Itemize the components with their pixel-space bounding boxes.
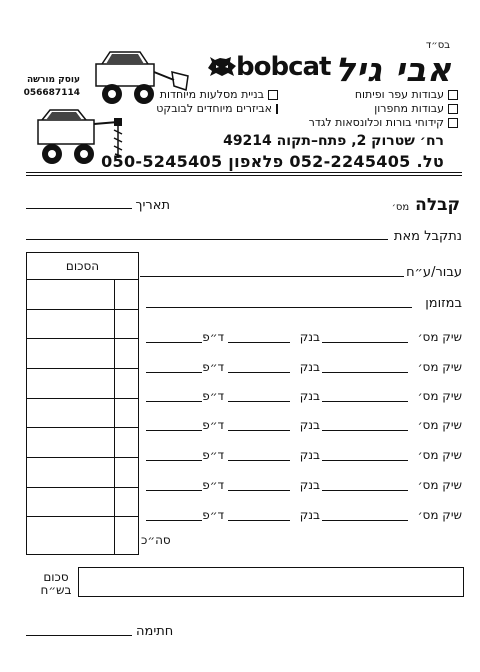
check-no-field[interactable] xyxy=(322,401,408,402)
date-label: תאריך xyxy=(135,198,170,213)
checkbox[interactable] xyxy=(448,90,458,100)
business-phones: טל. 052-2245405 פלאפון 050-5245405 xyxy=(101,152,444,171)
cash-label: במזומן xyxy=(425,296,462,311)
sum-table-row[interactable] xyxy=(27,309,138,310)
bank-field[interactable] xyxy=(228,490,290,491)
check-no-label: שיק מס׳ xyxy=(417,448,462,462)
header-divider-thin xyxy=(26,175,462,176)
for-label: עבור/ע״ח xyxy=(406,265,462,280)
signature-field[interactable] xyxy=(26,635,132,636)
amount-words-label: סכום בש״ח xyxy=(40,570,72,597)
sum-table-row[interactable] xyxy=(27,516,138,517)
received-from-field[interactable] xyxy=(26,239,388,240)
header-divider xyxy=(26,172,462,173)
bank-field[interactable] xyxy=(228,401,290,402)
sum-table-row[interactable] xyxy=(27,398,138,399)
bank-field[interactable] xyxy=(228,372,290,373)
due-label: ד״פ xyxy=(202,508,224,522)
business-address: רח׳ שטרוק 2, פתח–תקוה 49214 xyxy=(223,133,444,149)
due-field[interactable] xyxy=(146,372,202,373)
check-no-field[interactable] xyxy=(322,520,408,521)
due-label: ד״פ xyxy=(202,360,224,374)
due-field[interactable] xyxy=(146,342,202,343)
due-label: ד״פ xyxy=(202,330,224,344)
bank-label: בנק xyxy=(299,389,320,403)
bank-label: בנק xyxy=(299,418,320,432)
bank-label: בנק xyxy=(299,478,320,492)
check-no-field[interactable] xyxy=(322,342,408,343)
bobcat-animal-logo-icon xyxy=(206,54,238,80)
brand-english-logo: bobcat xyxy=(236,52,331,82)
sum-table xyxy=(26,252,139,555)
check-row xyxy=(146,448,462,464)
check-no-label: שיק מס׳ xyxy=(417,478,462,492)
sum-table-row[interactable] xyxy=(27,457,138,458)
check-no-label: שיק מס׳ xyxy=(417,389,462,403)
sum-table-row[interactable] xyxy=(27,487,138,488)
bank-field[interactable] xyxy=(228,460,290,461)
service-item: עבודות עפר ופיתוח xyxy=(268,88,458,102)
bank-field[interactable] xyxy=(228,430,290,431)
check-row xyxy=(146,360,462,376)
check-no-label: שיק מס׳ xyxy=(417,418,462,432)
bank-field[interactable] xyxy=(228,342,290,343)
due-field[interactable] xyxy=(146,490,202,491)
due-label: ד״פ xyxy=(202,478,224,492)
check-no-field[interactable] xyxy=(322,430,408,431)
due-field[interactable] xyxy=(146,430,202,431)
service-item: אביזרים מיוחדים לבובקט xyxy=(158,102,278,116)
check-no-field[interactable] xyxy=(322,460,408,461)
check-no-label: שיק מס׳ xyxy=(417,360,462,374)
cash-field[interactable] xyxy=(146,307,412,308)
services-list-right xyxy=(268,88,458,130)
sum-table-row[interactable] xyxy=(27,368,138,369)
bank-label: בנק xyxy=(299,508,320,522)
checkbox[interactable] xyxy=(268,90,278,100)
bank-label: בנק xyxy=(299,448,320,462)
signature-label: חתימה xyxy=(136,624,174,639)
sum-table-header: הסכום xyxy=(27,253,138,280)
service-item: קידוחי בורות וכלונסאות לגדר xyxy=(268,116,458,130)
due-label: ד״פ xyxy=(202,389,224,403)
bsd-mark: בס״ד xyxy=(425,40,450,51)
date-field[interactable] xyxy=(26,208,132,209)
bank-label: בנק xyxy=(299,360,320,374)
amount-in-words-field[interactable] xyxy=(78,567,464,597)
dealer-name: עוסק מורשה xyxy=(27,75,80,85)
check-row xyxy=(146,508,462,524)
due-label: ד״פ xyxy=(202,448,224,462)
check-row xyxy=(146,330,462,346)
checkbox[interactable] xyxy=(276,104,278,114)
checkbox[interactable] xyxy=(448,118,458,128)
bank-label: בנק xyxy=(299,330,320,344)
dealer-number: 056687114 xyxy=(23,88,80,98)
due-field[interactable] xyxy=(146,520,202,521)
bank-field[interactable] xyxy=(228,520,290,521)
checkbox[interactable] xyxy=(448,104,458,114)
received-from-label: נתקבל מאת xyxy=(393,229,462,244)
for-field[interactable] xyxy=(140,276,404,277)
dealer-info xyxy=(23,74,80,100)
check-no-field[interactable] xyxy=(322,372,408,373)
services-list-left xyxy=(158,88,278,116)
due-label: ד״פ xyxy=(202,418,224,432)
due-field[interactable] xyxy=(146,401,202,402)
service-item: בניית מסלעות מיוחדות xyxy=(158,88,278,102)
check-no-label: שיק מס׳ xyxy=(417,330,462,344)
check-row xyxy=(146,389,462,405)
check-row xyxy=(146,478,462,494)
service-item: עבודות מחפרון xyxy=(268,102,458,116)
check-no-label: שיק מס׳ xyxy=(417,508,462,522)
receipt-title: קבלה מס׳ xyxy=(391,195,460,215)
total-label: סה״כ xyxy=(141,533,171,547)
sum-table-row[interactable] xyxy=(27,338,138,339)
sum-table-row[interactable] xyxy=(27,427,138,428)
due-field[interactable] xyxy=(146,460,202,461)
check-row xyxy=(146,418,462,434)
brand-hebrew-name: אבי גיל xyxy=(335,50,452,89)
sum-table-divider xyxy=(114,279,115,554)
check-no-field[interactable] xyxy=(322,490,408,491)
